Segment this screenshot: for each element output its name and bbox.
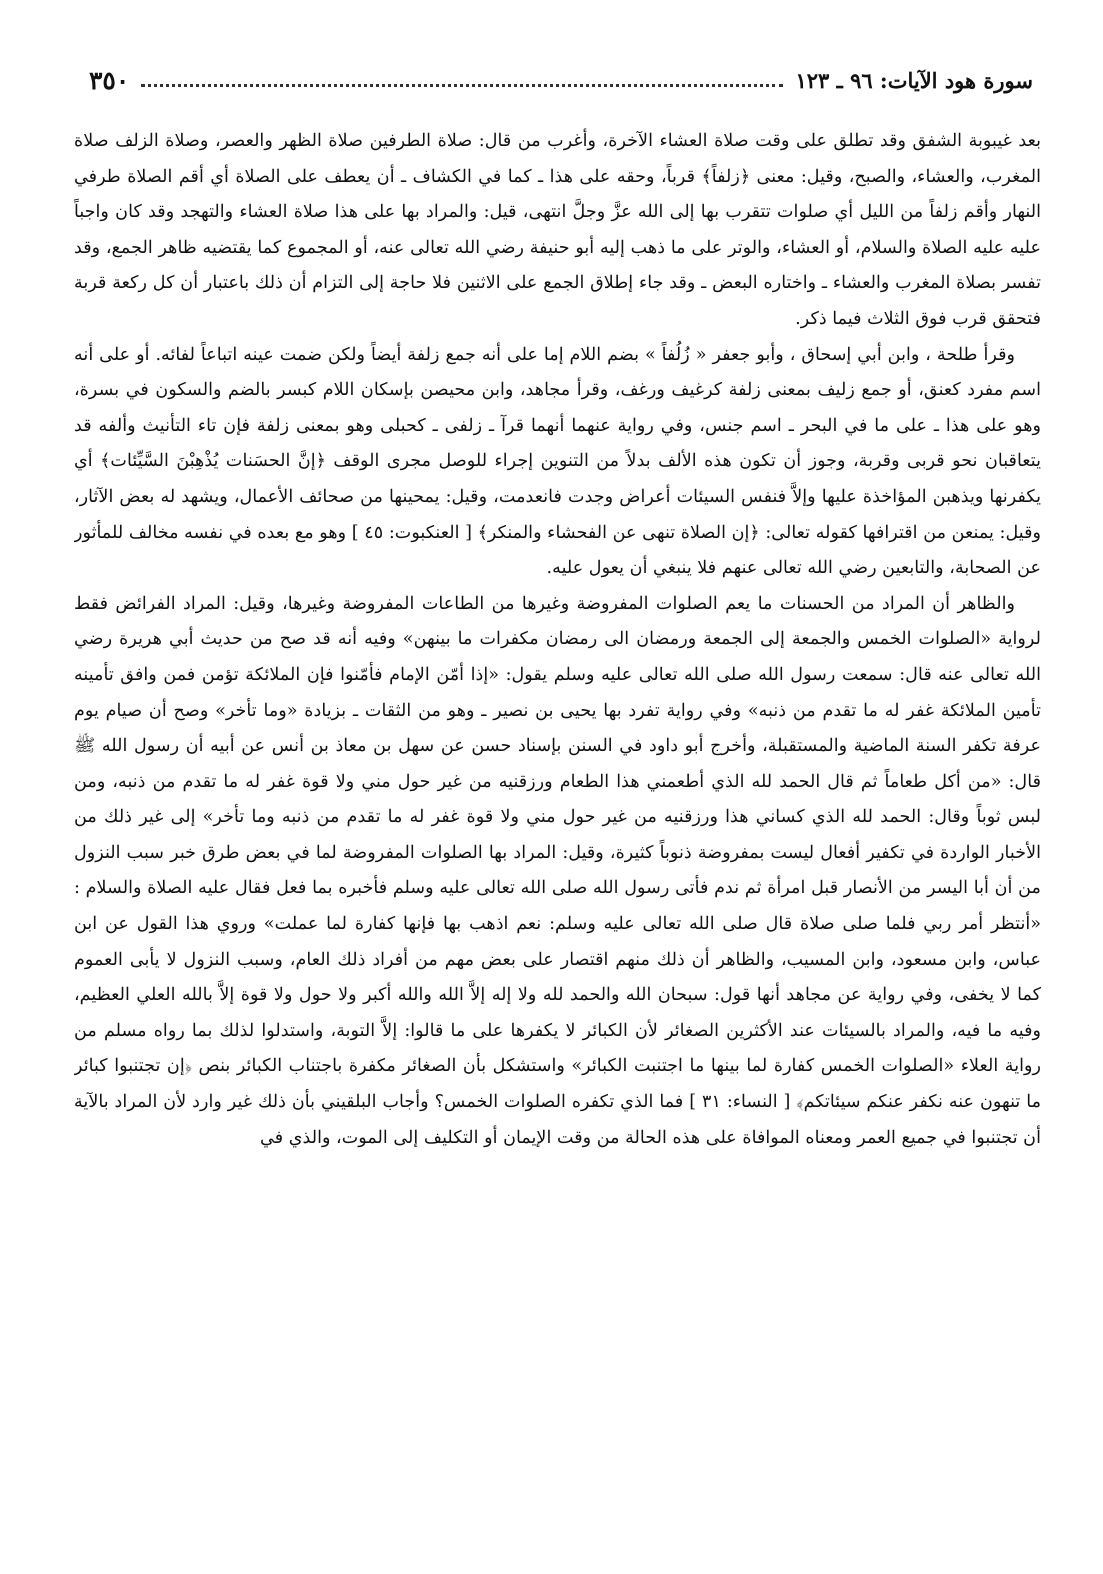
page-header	[75, 62, 1033, 98]
running-title: سورة هود الآيات: ٩٦ ـ ١٢٣	[795, 67, 1033, 93]
header-leader-dots	[141, 84, 783, 87]
body-text	[74, 124, 1041, 1538]
paragraph: والظاهر أن المراد من الحسنات ما يعم الصلوات المفروضة وغيرها من الطاعات المفروضة وغيرها، وقيل: المراد الفرائض فقط لرواية «الصلوات الخمس والجمعة إلى الجمعة ورمضان الى رمضان مكفرات ما بينهن» وفيه أنه قد صح من حديث أبي هريرة رضي الله تعالى عنه قال: سمعت رسول الله صلى الله تعالى عليه وسلم يقول: «إذا أمّن الإمام فأمّنوا فإن الملائكة تؤمن فمن وافق تأمينه تأمين الملائكة غفر له ما تقدم من ذنبه» وفي رواية تفرد بها يحيى بن نصير ـ وهو من الثقات ـ بزيادة «وما تأخر» وصح أن صيام يوم عرفة تكفر السنة الماضية والمستقبلة، وأخرج أبو داود في السنن بإسناد حسن عن سهل بن معاذ بن أنس عن أبيه أن رسول الله ﷺ قال: «من أكل طعاماً ثم قال الحمد لله الذي أطعمني هذا الطعام ورزقنيه من غير حول مني ولا قوة غفر له ما تقدم من ذنبه، ومن لبس ثوباً وقال: الحمد لله الذي كساني هذا ورزقنيه من غير حول مني ولا قوة غفر له ما تقدم من ذنبه وما تأخر» إلى غير ذلك من الأخبار الواردة في تكفير أفعال ليست بمفروضة ذنوباً كثيرة، وقيل: المراد بها الصلوات المفروضة لما في بعض طرق خبر سبب النزول من أن أبا اليسر من الأنصار قبل امرأة ثم ندم فأتى رسول الله صلى الله تعالى عليه وسلم فأخبره بما فعل فقال عليه الصلاة والسلام : «أنتظر أمر ربي فلما صلى صلاة قال صلى الله تعالى عليه وسلم: نعم اذهب بها فإنها كفارة لما عملت» وروي هذا القول عن ابن عباس، وابن مسعود، وابن المسيب، والظاهر أن ذلك منهم اقتصار على بعض مهم من أفراد ذلك العام، وسبب النزول لا يأبى العموم كما لا يخفى، وفي رواية عن مجاهد أنها قول: سبحان الله والحمد لله ولا إله إلاَّ الله والله أكبر ولا حول ولا قوة إلاَّ بالله العلي العظيم، وفيه ما فيه، والمراد بالسيئات عند الأكثرين الصغائر لأن الكبائر لا يكفرها على ما قالوا: إلاَّ التوبة، واستدلوا لذلك بما رواه مسلم من رواية العلاء «الصلوات الخمس كفارة لما بينها ما اجتنبت الكبائر» واستشكل بأن الصغائر مكفرة باجتناب الكبائر بنص ﴿إن تجتنبوا كبائر ما تنهون عنه نكفر عنكم سيئاتكم﴾ [ النساء: ٣١ ] فما الذي تكفره الصلوات الخمس؟ وأجاب البلقيني بأن ذلك غير وارد لأن المراد بالآية أن تجتنبوا في جميع العمر ومعناه الموافاة على هذه الحالة من وقت الإيمان أو التكليف إلى الموت، والذي في	[74, 593, 1041, 1148]
page-number: ٣٥٠	[89, 65, 130, 95]
paragraph: بعد غيبوبة الشفق وقد تطلق على وقت صلاة العشاء الآخرة، وأغرب من قال: صلاة الطرفين صلاة الظهر والعصر، وصلاة الزلف صلاة المغرب، والعشاء، والصبح، وقيل: معنى ﴿زلفاً﴾ قرباً، وحقه على هذا ـ كما في الكشاف ـ أن يعطف على الصلاة أي أقم الصلاة طرفي النهار وأقم زلفاً من الليل أي صلوات تتقرب بها إلى الله عزَّ وجلَّ انتهى، قيل: والمراد بها على هذا صلاة العشاء والتهجد وقد كان واجباً عليه عليه الصلاة والسلام، أو العشاء، والوتر على ما ذهب إليه أبو حنيفة رضي الله تعالى عنه، أو المجموع كما يقتضيه ظاهر الجمع، وقد تفسر بصلاة المغرب والعشاء ـ واختاره البعض ـ وقد جاء إطلاق الجمع على الاثنين فلا حاجة إلى التزام أن ذلك باعتبار أن كل ركعة قربة فتحقق قرب فوق الثلاث فيما ذكر.	[74, 131, 1041, 329]
paragraph: وقرأ طلحة ، وابن أبي إسحاق ، وأبو جعفر « زُلُفاً » بضم اللام إما على أنه جمع زلفة أيضاً ولكن ضمت عينه اتباعاً لفائه. أو على أنه اسم مفرد كعنق، أو جمع زليف بمعنى زلفة كرغيف ورغف، وقرأ مجاهد، وابن محيصن بإسكان اللام كبسر بالضم والسكون في بسرة، وهو على هذا ـ على ما في البحر ـ اسم جنس، وفي رواية عنهما أنهما قرآ ـ زلفى ـ كحبلى وهو بمعنى زلفة فإن تاء التأنيث وألفه قد يتعاقبان نحو قربى وقربة، وجوز أن تكون هذه الألف بدلاً من التنوين إجراء للوصل مجرى الوقف ﴿إنَّ الحسَنات يُذْهِبْنَ السَّيِّئات﴾ أي يكفرنها ويذهبن المؤاخذة عليها وإلاَّ فنفس السيئات أعراض وجدت فانعدمت، وقيل: يمحينها من صحائف الأعمال، ويشهد له بعض الآثار، وقيل: يمنعن من اقترافها كقوله تعالى: ﴿إن الصلاة تنهى عن الفحشاء والمنكر﴾ [ العنكبوت: ٤٥ ] وهو مع بعده في نفسه مخالف للمأثور عن الصحابة، والتابعين رضي الله تعالى عنهم فلا ينبغي أن يعول عليه.	[74, 344, 1041, 579]
